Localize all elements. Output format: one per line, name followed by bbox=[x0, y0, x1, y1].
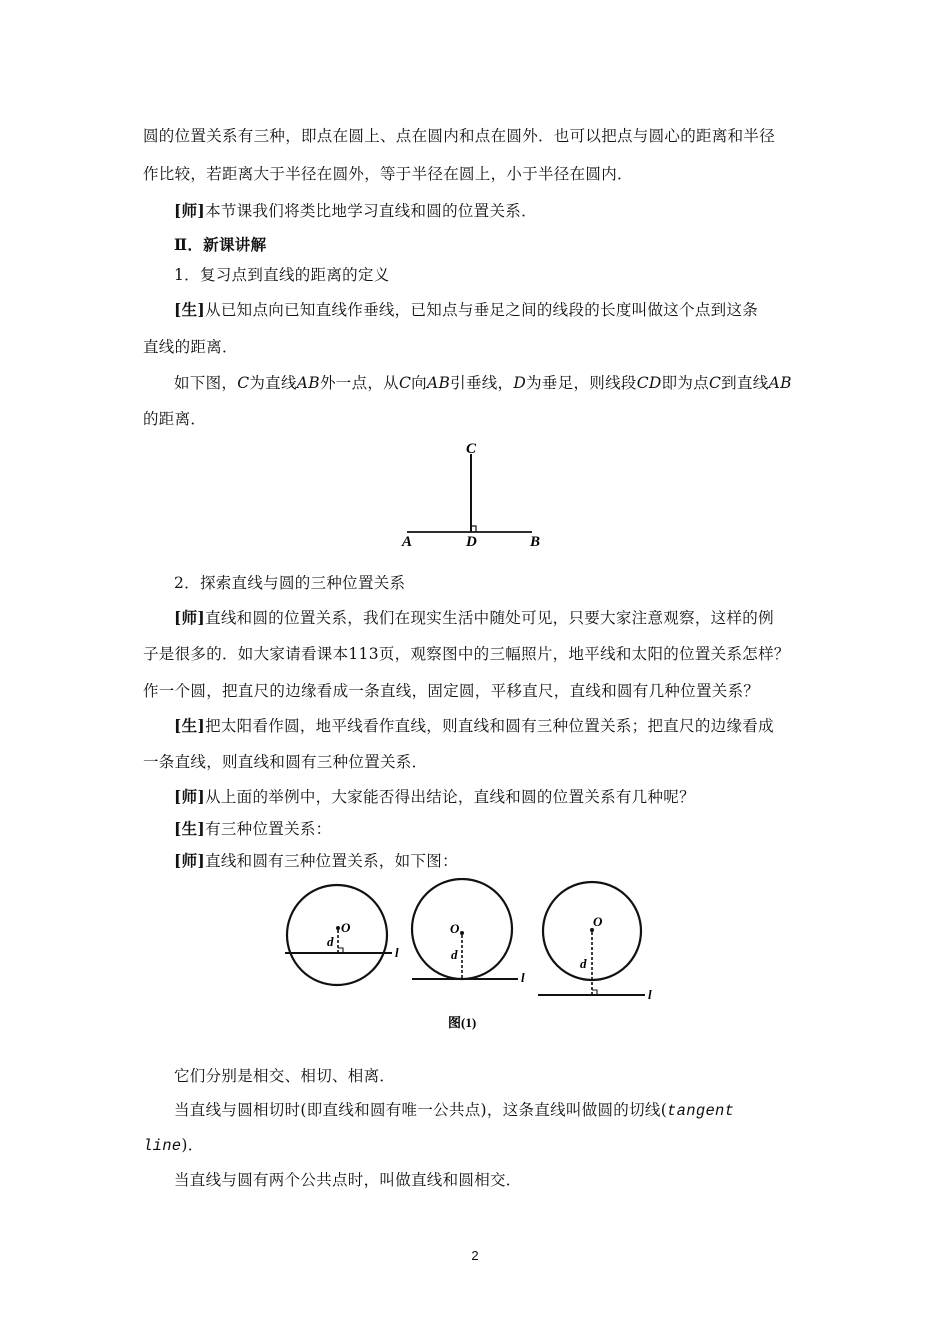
line-text: 引垂线， bbox=[450, 374, 514, 392]
paragraph-line bbox=[174, 608, 844, 628]
line-text: 从上面的举例中，大家能否得出结论，直线和圆的位置关系有几种呢？ bbox=[205, 788, 695, 806]
paragraph-line bbox=[174, 201, 844, 221]
tangent-case bbox=[412, 879, 525, 985]
math-var: AB bbox=[768, 374, 792, 392]
paragraph-line bbox=[174, 1100, 844, 1121]
label-l: l bbox=[395, 945, 399, 960]
section-heading: Ⅱ．新课讲解 bbox=[174, 235, 267, 254]
teacher-tag: [师] bbox=[174, 201, 206, 220]
label-d: D bbox=[466, 534, 477, 550]
line-text: 本节课我们将类比地学习直线和圆的位置关系． bbox=[205, 202, 537, 220]
math-var: AB bbox=[426, 374, 451, 392]
page-number: 2 bbox=[471, 1248, 479, 1263]
math-var: C bbox=[398, 374, 412, 392]
line-text: 到直线 bbox=[721, 374, 769, 392]
subsection-heading: 1．复习点到直线的距离的定义 bbox=[174, 266, 390, 284]
line-text: 直线和圆有三种位置关系，如下图： bbox=[205, 852, 458, 870]
line-text: 为直线 bbox=[249, 374, 297, 392]
math-var: C bbox=[709, 374, 722, 392]
paragraph-line: 作一个圆，把直尺的边缘看成一条直线，固定圆，平移直尺，直线和圆有几种位置关系？ bbox=[143, 682, 760, 700]
paragraph-line bbox=[174, 787, 844, 807]
label-l: l bbox=[648, 987, 652, 1002]
line-text: )． bbox=[181, 1136, 204, 1154]
paragraph-line: 直线的距离． bbox=[143, 338, 238, 356]
label-o: O bbox=[341, 920, 351, 935]
line-text: 当直线与圆相切时(即直线和圆有唯一公共点)，这条直线叫做圆的切线( bbox=[174, 1101, 668, 1119]
label-c: C bbox=[466, 441, 477, 457]
line-text: 向 bbox=[411, 374, 427, 392]
term-english: line bbox=[143, 1137, 182, 1155]
student-tag: [生] bbox=[174, 300, 206, 319]
label-b: B bbox=[530, 534, 541, 550]
paragraph-line bbox=[174, 851, 844, 871]
line-text: 有三种位置关系： bbox=[205, 820, 332, 838]
student-tag: [生] bbox=[174, 716, 206, 735]
math-var: CD bbox=[636, 374, 662, 392]
label-d: d bbox=[327, 934, 334, 949]
circle bbox=[287, 885, 387, 985]
line-text: 即为点 bbox=[661, 374, 709, 392]
paragraph-line: 子是很多的．如大家请看课本113页，观察图中的三幅照片，地平线和太阳的位置关系怎样？ bbox=[143, 645, 790, 663]
separate-case bbox=[538, 882, 652, 1002]
paragraph-line: 圆的位置关系有三种，即点在圆上、点在圆内和点在圆外．也可以把点与圆心的距离和半径 bbox=[143, 127, 776, 145]
math-var: AB bbox=[296, 374, 320, 392]
paragraph-line: 它们分别是相交、相切、相离． bbox=[174, 1067, 396, 1085]
label-d: d bbox=[451, 947, 458, 962]
teacher-tag: [师] bbox=[174, 608, 206, 627]
paragraph-line: 的距离． bbox=[143, 410, 207, 428]
teacher-tag: [师] bbox=[174, 787, 206, 806]
label-a: A bbox=[402, 534, 413, 550]
line-text: 从已知点向已知直线作垂线，已知点与垂足之间的线段的长度叫做这个点到这条 bbox=[205, 301, 759, 319]
paragraph-line bbox=[174, 819, 844, 839]
label-o: O bbox=[593, 914, 603, 929]
center-point bbox=[336, 926, 340, 930]
paragraph-line bbox=[143, 1135, 813, 1156]
line-text: 外一点，从 bbox=[319, 374, 399, 392]
label-o: O bbox=[450, 921, 460, 936]
paragraph-line: 当直线与圆有两个公共点时，叫做直线和圆相交． bbox=[174, 1171, 522, 1189]
label-d: d bbox=[580, 956, 587, 971]
paragraph-line: 作比较，若距离大于半径在圆外，等于半径在圆上，小于半径在圆内． bbox=[143, 165, 633, 183]
label-l: l bbox=[521, 970, 525, 985]
figure-caption: 图(1) bbox=[448, 1015, 477, 1030]
paragraph-line: 一条直线，则直线和圆有三种位置关系． bbox=[143, 753, 428, 771]
paragraph-line bbox=[174, 716, 844, 736]
paragraph-line bbox=[174, 300, 844, 320]
student-tag: [生] bbox=[174, 819, 206, 838]
perpendicular-figure bbox=[390, 436, 560, 551]
line-text: 为垂足，则线段 bbox=[526, 374, 637, 392]
center-point bbox=[460, 931, 464, 935]
line-circle-relations-figure bbox=[280, 878, 670, 1038]
subsection-heading: 2．探索直线与圆的三种位置关系 bbox=[174, 574, 406, 592]
intersecting-case bbox=[285, 885, 399, 985]
line-text: 如下图， bbox=[174, 374, 238, 392]
line-text: 把太阳看作圆，地平线看作直线，则直线和圆有三种位置关系；把直尺的边缘看成 bbox=[205, 717, 774, 735]
math-var: D bbox=[513, 374, 527, 392]
teacher-tag: [师] bbox=[174, 851, 206, 870]
line-text: 直线和圆的位置关系，我们在现实生活中随处可见，只要大家注意观察，这样的例 bbox=[205, 609, 774, 627]
paragraph-line bbox=[174, 373, 844, 393]
math-var: C bbox=[237, 374, 250, 392]
circle bbox=[412, 879, 512, 979]
term-english: tangent bbox=[667, 1102, 735, 1120]
